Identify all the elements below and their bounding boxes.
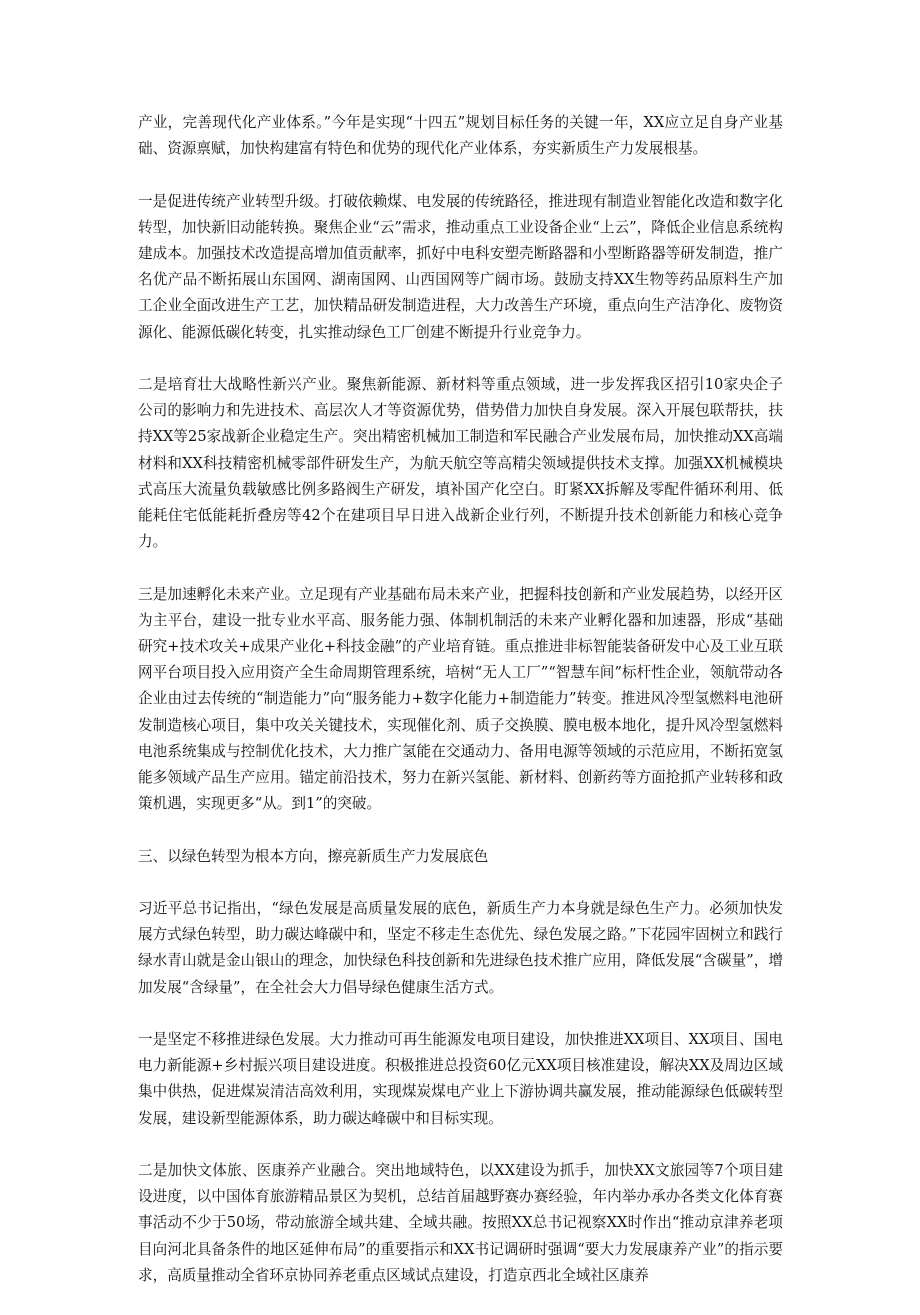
paragraph-emerging-industry: 二是培育壮大战略性新兴产业。聚焦新能源、新材料等重点领域，进一步发挥我区招引10家央企子公司的影响力和先进技术、高层次人才等资源优势，借势借力加快自身发展。深入开展包联帮扶，扶持XX等25家战新企业稳定生产。突出精密机械加工制造和军民融合产业发展布局，加快推动XX高端材料和XX科技精密机械零部件研发生产，为航天航空等高精尖领域提供技术支撑。加强XX机械模块式高压大流量负载敏感比例多路阀生产研发，填补国产化空白。盯紧XX拆解及零配件循环利用、低能耗住宅低能耗折叠房等42个在建项目早日进入战新企业行列，不断提升技术创新能力和核心竞争力。	[138, 376, 783, 551]
paragraph-traditional-industry: 一是促进传统产业转型升级。打破依赖煤、电发展的传统路径，推进现有制造业智能化改造和数字化转型，加快新旧动能转换。聚焦企业“云”需求，推动重点工业设备企业“上云”，降低企业信息系统构建成本。加强技术改造提高增加值贡献率，抓好中电科安塑壳断路器和小型断路器等研发制造，推广名优产品不断拓展山东国网、湖南国网、山西国网等广阔市场。鼓励支持XX生物等药品原料生产加工企业全面改进生产工艺，加快精品研发制造进程，大力改善生产环境，重点向生产洁净化、废物资源化、能源低碳化转变，扎实推动绿色工厂创建不断提升行业竞争力。	[138, 192, 783, 341]
paragraph-green-development: 一是坚定不移推进绿色发展。大力推动可再生能源发电项目建设，加快推进XX项目、XX项目、国电电力新能源+乡村振兴项目建设进度。积极推进总投资60亿元XX项目核准建设，解决XX及周边区域集中供热，促进煤炭清洁高效利用，实现煤炭煤电产业上下游协调共赢发展，推动能源绿色低碳转型发展，建设新型能源体系，助力碳达峰碳中和目标实现。	[138, 1031, 783, 1127]
document-body	[138, 110, 783, 1315]
section-heading-green-transition: 三、以绿色转型为根本方向，擦亮新质生产力发展底色	[138, 847, 489, 865]
paragraph-green-quote: 习近平总书记指出，“绿色发展是高质量发展的底色，新质生产力本身就是绿色生产力。必须加快发展方式绿色转型，助力碳达峰碳中和，坚定不移走生态优先、绿色发展之路。”下花园牢固树立和践行绿水青山就是金山银山的理念，加快绿色科技创新和先进绿色技术推广应用，降低发展“含碳量”，增加发展“含绿量”，在全社会大力倡导绿色健康生活方式。	[138, 900, 783, 996]
paragraph-culture-tourism-health: 二是加快文体旅、医康养产业融合。突出地域特色，以XX建设为抓手，加快XX文旅园等7个项目建设进度，以中国体育旅游精品景区为契机，总结首届越野赛办赛经验，年内举办承办各类文化体育赛事活动不少于50场，带动旅游全域共建、全域共融。按照XX总书记视察XX时作出“推动京津养老项目向河北具备条件的地区延伸布局”的重要指示和XX书记调研时强调“要大力发展康养产业”的指示要求，高质量推动全省环京协同养老重点区域试点建设，打造京西北全域社区康养	[138, 1162, 783, 1284]
paragraph-future-industry: 三是加速孵化未来产业。立足现有产业基础布局未来产业，把握科技创新和产业发展趋势，以经开区为主平台，建设一批专业水平高、服务能力强、体制机制活的未来产业孵化器和加速器，形成“基础研究+技术攻关+成果产业化+科技金融”的产业培育链。重点推进非标智能装备研发中心及工业互联网平台项目投入应用资产全生命周期管理系统，培树“无人工厂”“智慧车间”标杆性企业，领航带动各企业由过去传统的“制造能力”向“服务能力+数字化能力+制造能力”转变。推进风冷型氢燃料电池研发制造核心项目，集中攻关关键技术，实现催化剂、质子交换膜、膜电极本地化，提升风冷型氢燃料电池系统集成与控制优化技术，大力推广氢能在交通动力、备用电源等领域的示范应用，不断拓宽氢能多领域产品生产应用。锚定前沿技术，努力在新兴氢能、新材料、创新药等方面抢抓产业转移和政策机遇，实现更多“从。到1”的突破。	[138, 585, 783, 813]
paragraph-intro: 产业，完善现代化产业体系。”今年是实现“十四五”规划目标任务的关键一年，XX应立足自身产业基础、资源禀赋，加快构建富有特色和优势的现代化产业体系，夯实新质生产力发展根基。	[138, 114, 783, 158]
